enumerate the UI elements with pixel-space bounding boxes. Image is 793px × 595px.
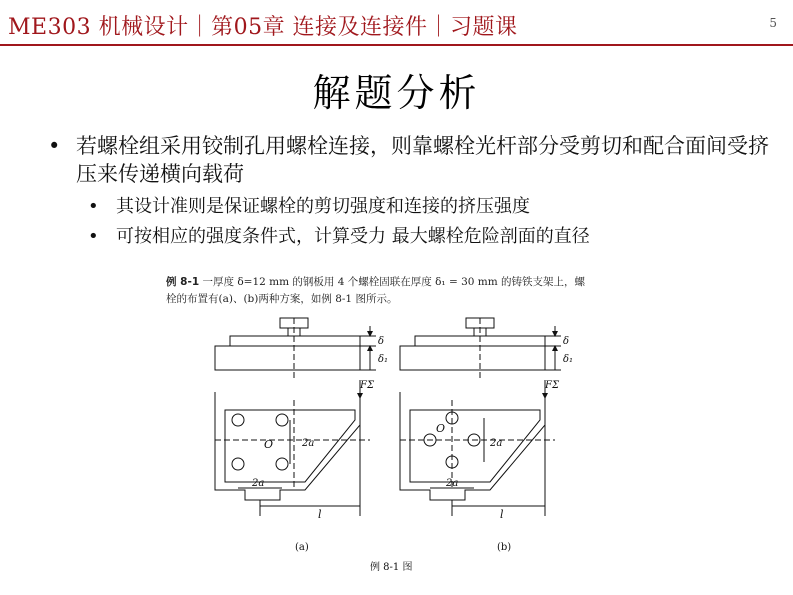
origin-label-b: O (436, 422, 446, 435)
bullet-list (48, 132, 778, 252)
origin-label-a: O (264, 438, 274, 451)
l-label-b: l (500, 508, 504, 521)
delta1-label: δ₁ (378, 354, 389, 365)
two-a-label-b1: 2a (490, 438, 503, 449)
two-a-label-a1: 2a (302, 438, 315, 449)
problem-line-1: 一厚度 δ=12 mm 的钢板用 4 个螺栓固联在厚度 δ₁ = 30 mm 的铸铁支架上，螺 (202, 276, 586, 288)
sub-bullet-2 (88, 222, 778, 252)
scheme-b-side-view (400, 318, 561, 378)
example-figure (140, 270, 660, 590)
force-label-b: FΣ (545, 380, 560, 391)
two-a-label-a2: 2a (252, 478, 265, 489)
problem-line-2: 栓的布置有(a)、(b)两种方案，如例 8-1 图所示。 (166, 293, 398, 305)
slide-header (0, 0, 793, 48)
bracket-drawing (140, 270, 660, 590)
course-title: ME303 机械设计｜第05章 连接及连接件｜习题课 (8, 15, 518, 40)
scheme-b-label: (b) (497, 542, 512, 553)
bullet-dot-icon: • (88, 196, 99, 217)
delta-label: δ (378, 336, 385, 347)
delta-label-b: δ (563, 336, 570, 347)
bullet-dot-icon: • (88, 226, 99, 247)
scheme-a-side-view (215, 318, 376, 378)
bullet-dot-icon: • (48, 134, 61, 158)
scheme-a-front-view (215, 380, 370, 516)
slide-title: 解题分析 (312, 71, 481, 115)
sub-bullet-text: 其设计准则是保证螺栓的剪切强度和连接的挤压强度 (116, 196, 530, 217)
scheme-a-label: (a) (295, 542, 309, 553)
scheme-b-front-view (400, 380, 555, 516)
sub-bullet-1 (88, 192, 778, 222)
bullet-main-text: 若螺栓组采用铰制孔用螺栓连接，则靠螺栓光杆部分受剪切和配合面间受挤压来传递横向载荷 (76, 134, 769, 186)
page-number: 5 (769, 16, 777, 30)
bullet-main (48, 132, 778, 188)
figure-caption: 例 8-1 图 (370, 562, 413, 573)
delta1-label-b: δ₁ (563, 354, 574, 365)
l-label-a: l (318, 508, 322, 521)
two-a-label-b2: 2a (446, 478, 459, 489)
example-label: 例 8-1 (166, 276, 200, 288)
sub-bullet-text: 可按相应的强度条件式，计算受力 最大螺栓危险剖面的直径 (116, 226, 590, 247)
force-label-a: FΣ (360, 380, 375, 391)
header-divider (0, 44, 793, 46)
